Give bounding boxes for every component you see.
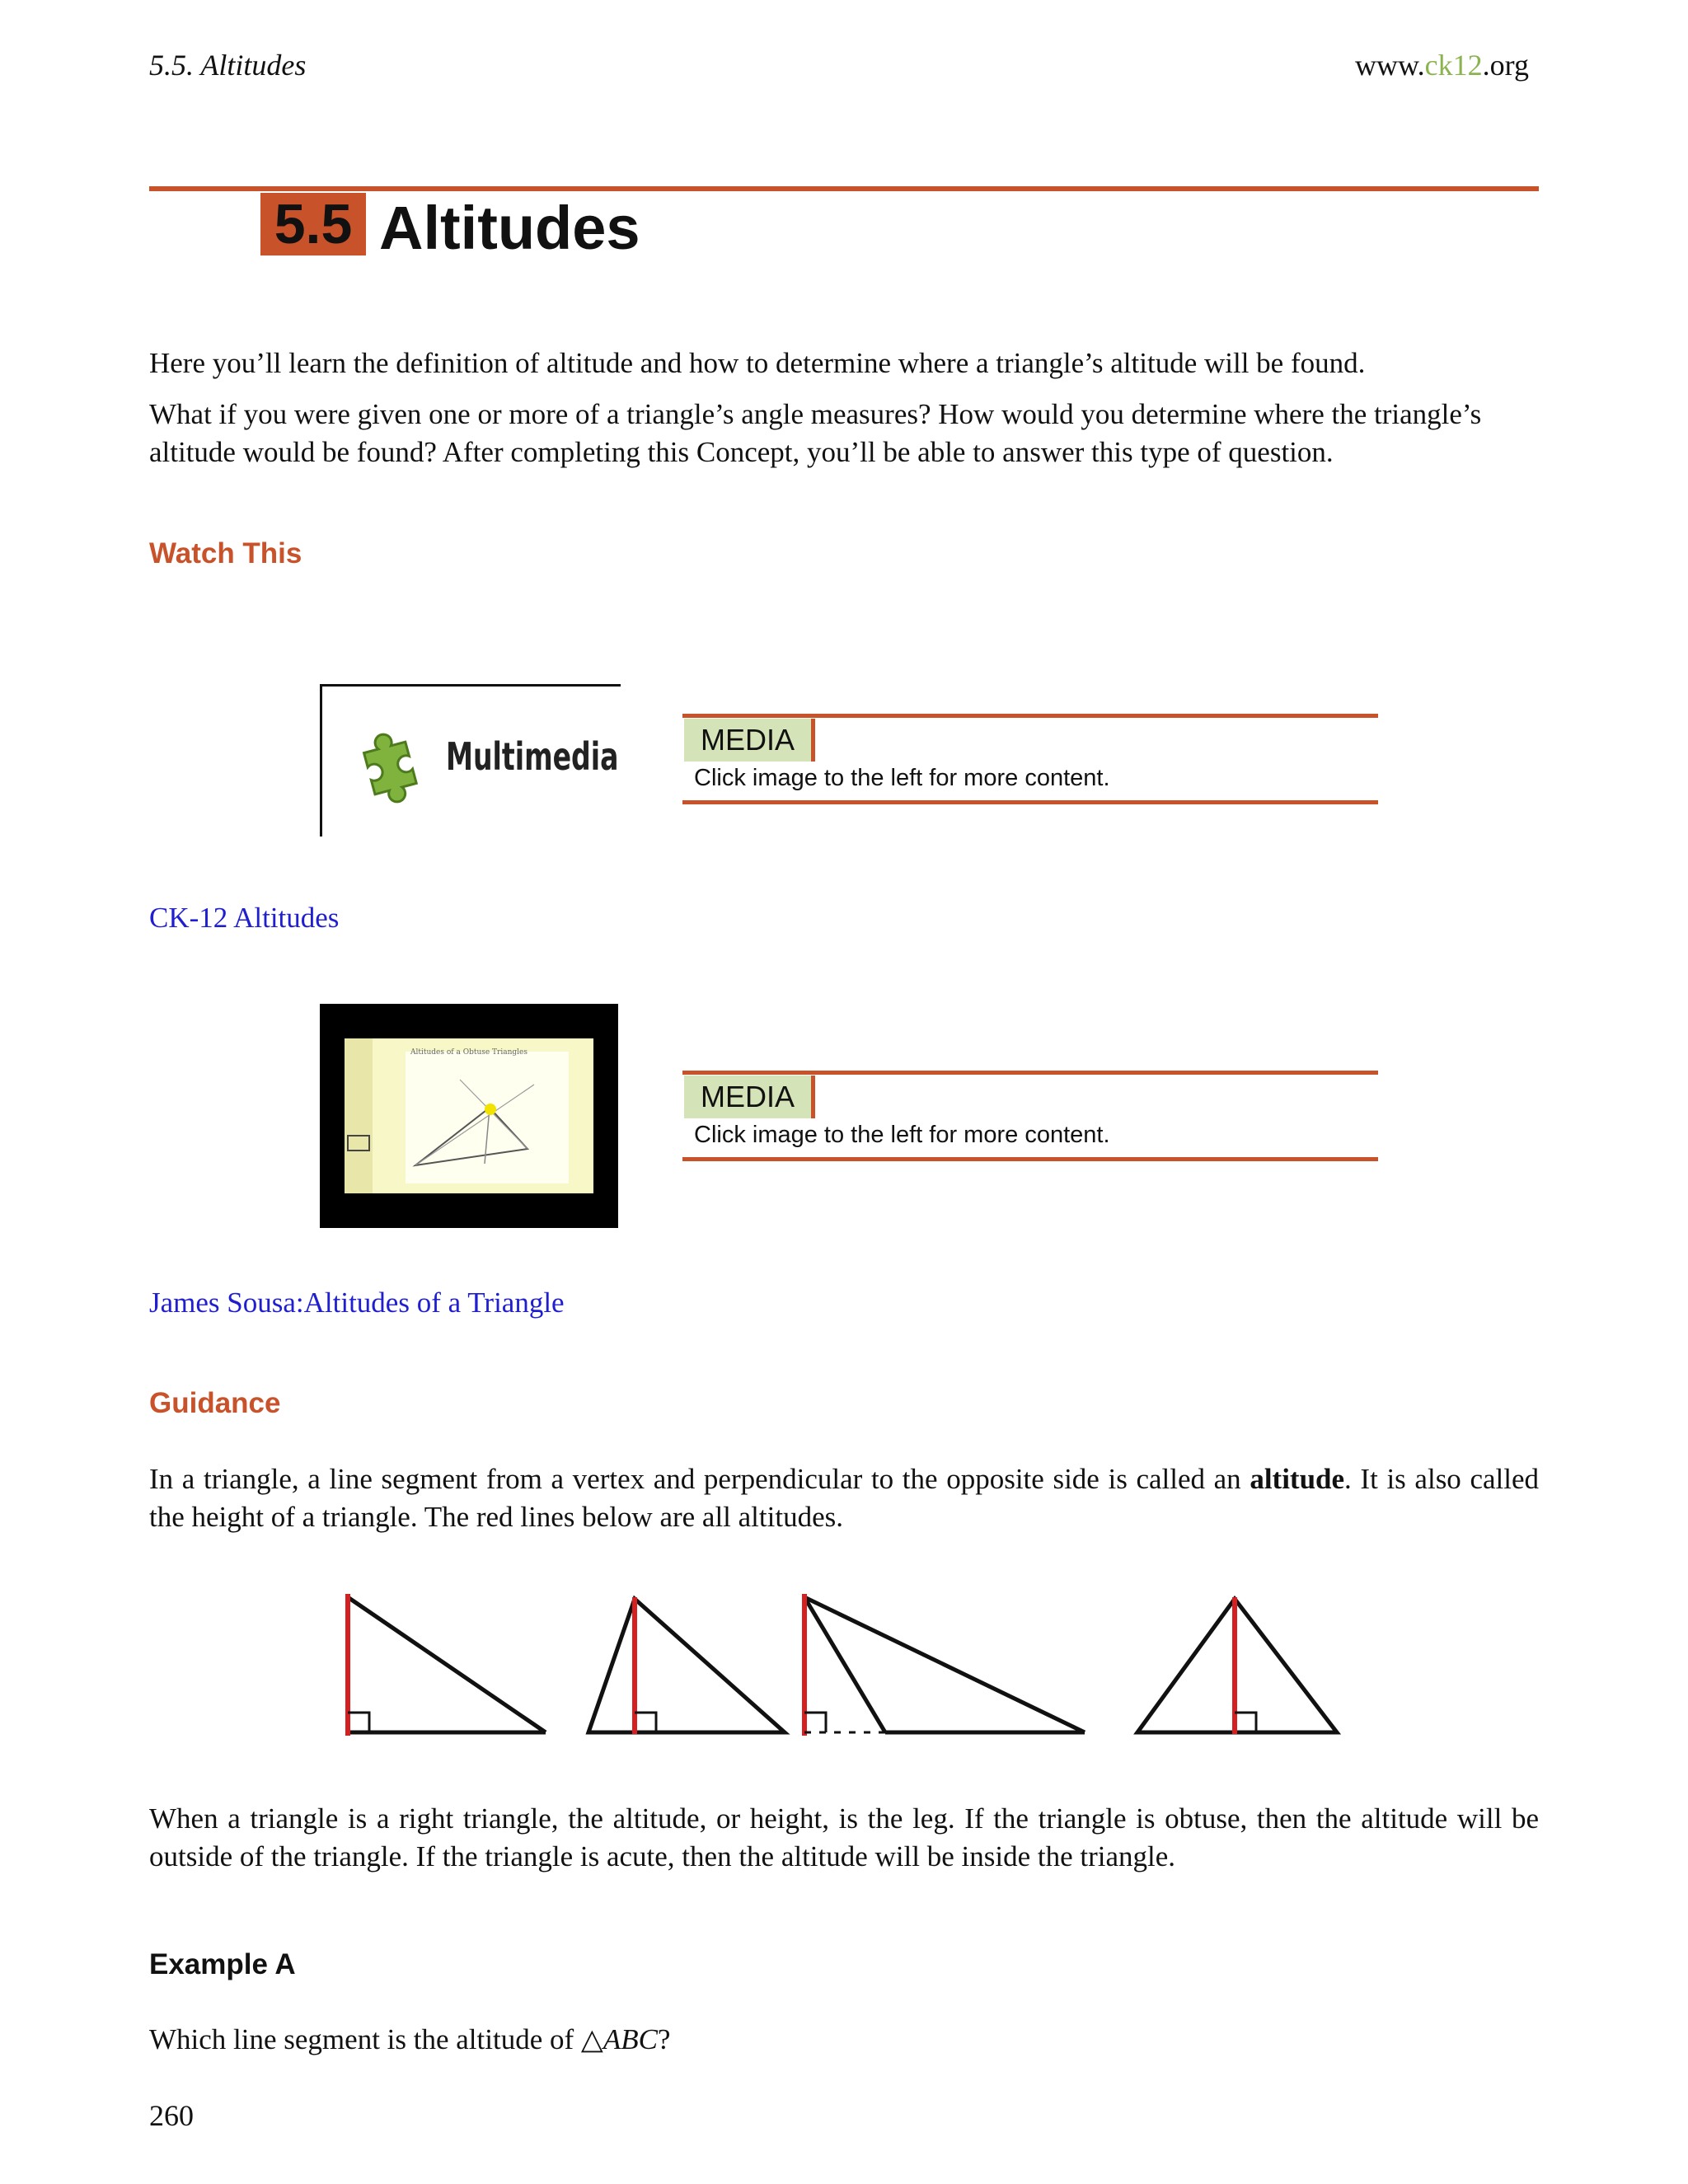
obtuse-triangle xyxy=(804,1594,1085,1736)
media-tag: MEDIA xyxy=(684,1076,815,1118)
section-rule xyxy=(149,186,1539,191)
running-head-url: www.ck12.org xyxy=(1355,49,1529,82)
section-title: Altitudes xyxy=(379,194,640,262)
media-box-bottom-rule xyxy=(682,1157,1378,1161)
video-thumbnail[interactable] xyxy=(320,1004,618,1228)
multimedia-thumbnail[interactable] xyxy=(320,684,621,837)
multimedia-thumbnail-label: Multimedia xyxy=(446,734,619,779)
intro-paragraph-1: Here you’ll learn the definition of altitude and how to determine where a triangle’s altitude will be found. xyxy=(149,347,1366,379)
media-box-top-rule xyxy=(682,714,1378,718)
video-thumbnail-title: Altitudes of a Obtuse Triangles xyxy=(410,1048,528,1057)
james-sousa-link[interactable]: James Sousa:Altitudes of a Triangle xyxy=(149,1286,565,1319)
example-a-heading: Example A xyxy=(149,1948,296,1980)
altitude-term: altitude xyxy=(1250,1463,1345,1495)
explanation-paragraph: When a triangle is a right triangle, the altitude, or height, is the leg. If the triangle is obtuse, then the altitude will be outside of the triangle. If the triangle is acute, then the altitude will be inside the triangle. xyxy=(149,1802,1539,1872)
media-caption: Click image to the left for more content. xyxy=(694,765,1110,791)
intro-paragraph-2: What if you were given one or more of a triangle’s angle measures? How would you determine where the triangle’s altitude would be found? After completing this Concept, you’ll be able to answer this type of question. xyxy=(149,398,1482,468)
media-box-top-rule xyxy=(682,1071,1378,1075)
altitude-triangles-figure xyxy=(330,1579,1352,1752)
running-head-section: 5.5. Altitudes xyxy=(149,49,307,82)
media-box-2 xyxy=(682,1071,1378,1161)
video-screenshot xyxy=(320,1004,618,1228)
right-triangle xyxy=(348,1594,546,1736)
example-a-question: Which line segment is the altitude of △ABC? xyxy=(149,2023,671,2055)
page-number: 260 xyxy=(149,2099,194,2132)
watch-this-heading: Watch This xyxy=(149,537,302,569)
section-number: 5.5 xyxy=(260,193,366,255)
acute-triangle-1 xyxy=(588,1597,785,1734)
ck12-altitudes-link[interactable]: CK-12 Altitudes xyxy=(149,902,340,934)
acute-triangle-2 xyxy=(1137,1597,1337,1734)
guidance-heading: Guidance xyxy=(149,1387,281,1419)
media-box-1 xyxy=(682,714,1378,804)
media-caption: Click image to the left for more content. xyxy=(694,1122,1110,1148)
guidance-paragraph: In a triangle, a line segment from a vertex and perpendicular to the opposite side is called an altitude. It is also called the height of a triangle. The red lines below are all altitudes. xyxy=(149,1463,1540,1533)
media-tag: MEDIA xyxy=(684,719,815,762)
media-box-bottom-rule xyxy=(682,800,1378,804)
